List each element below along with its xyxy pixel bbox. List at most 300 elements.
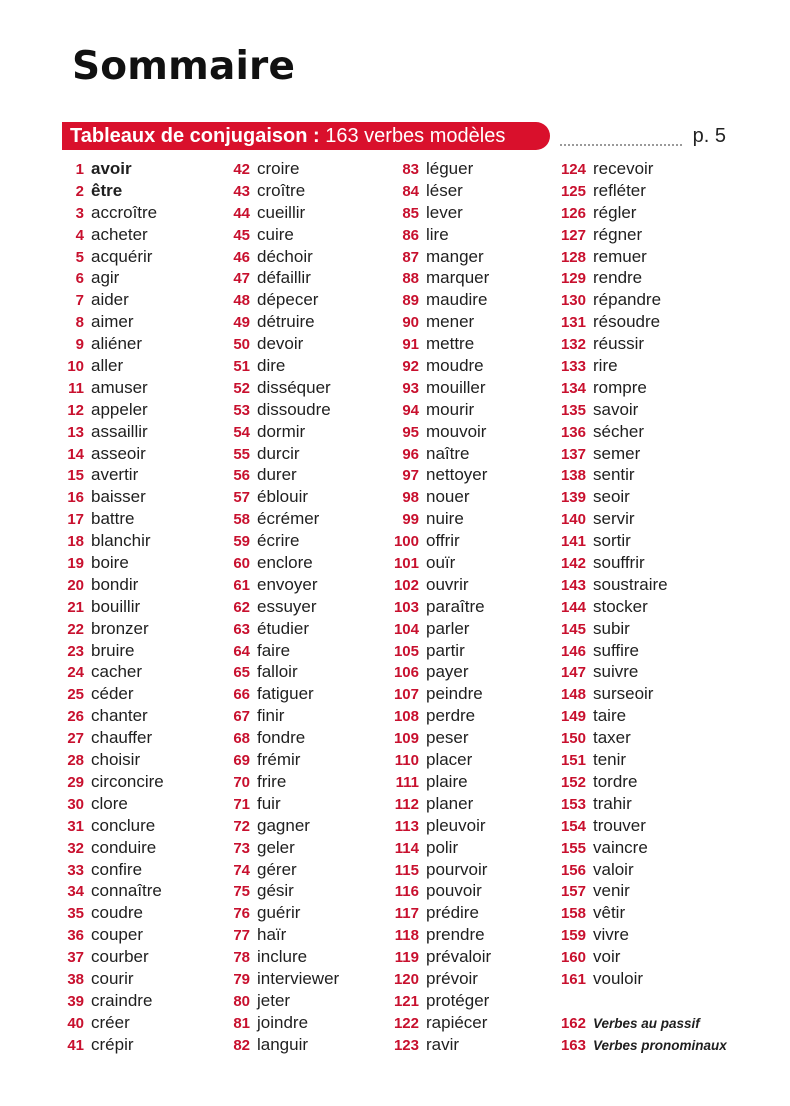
verb-entry[interactable] [385, 815, 553, 837]
section-label-rest: 163 verbes modèles [319, 125, 506, 147]
verb-entry[interactable] [552, 508, 720, 530]
verb-entry[interactable] [218, 180, 386, 202]
verb-entry[interactable] [552, 399, 720, 421]
verb-entry[interactable] [385, 880, 553, 902]
verb-entry[interactable] [385, 618, 553, 640]
verb-entry[interactable] [218, 880, 386, 902]
verb-entry[interactable] [552, 771, 720, 793]
verb-number: 48 [233, 292, 250, 310]
verb-number: 138 [560, 467, 586, 485]
verb-number: 2 [75, 182, 84, 200]
verb-number: 27 [67, 730, 84, 748]
verb-entry[interactable] [218, 443, 386, 465]
verb-number: 5 [75, 248, 84, 266]
verb-name: détruire [257, 312, 315, 332]
verb-entry[interactable] [52, 990, 220, 1012]
verb-number: 53 [233, 401, 250, 419]
verb-number: 133 [560, 358, 586, 376]
verb-name: assaillir [91, 421, 148, 441]
verb-name: nouer [426, 487, 470, 507]
verb-entry[interactable] [385, 202, 553, 224]
verb-name: avoir [91, 159, 132, 178]
verb-name: rapiécer [426, 1012, 488, 1032]
verb-entry[interactable] [52, 705, 220, 727]
verb-entry[interactable] [385, 661, 553, 683]
verb-name: éblouir [257, 487, 309, 507]
verb-entry[interactable] [52, 815, 220, 837]
verb-entry[interactable] [385, 333, 553, 355]
verb-name: courir [91, 968, 134, 988]
verb-name: lire [426, 224, 449, 244]
verb-name: planer [426, 793, 474, 813]
verb-number: 65 [233, 664, 250, 682]
verb-entry[interactable] [52, 859, 220, 881]
verb-entry[interactable] [52, 946, 220, 968]
verb-number: 72 [233, 817, 250, 835]
verb-name: trouver [593, 815, 646, 835]
verb-entry[interactable] [218, 1012, 386, 1034]
verb-number: 150 [560, 730, 586, 748]
verb-name: naître [426, 443, 470, 463]
verb-number: 63 [233, 620, 250, 638]
verb-entry[interactable] [218, 464, 386, 486]
verb-number: 134 [560, 379, 586, 397]
verb-entry[interactable] [385, 640, 553, 662]
verb-name: bruire [91, 640, 135, 660]
verb-number: 106 [393, 664, 419, 682]
verb-number: 82 [233, 1036, 250, 1054]
verb-entry[interactable] [52, 618, 220, 640]
verb-entry[interactable] [385, 158, 553, 180]
verb-number: 131 [560, 314, 586, 332]
verb-number: 39 [67, 992, 84, 1010]
verb-entry[interactable] [385, 902, 553, 924]
verb-entry[interactable] [52, 837, 220, 859]
verb-entry[interactable] [218, 552, 386, 574]
verb-entry[interactable] [52, 596, 220, 618]
verb-entry[interactable] [385, 377, 553, 399]
verb-entry[interactable] [385, 859, 553, 881]
verb-name: répandre [593, 290, 662, 310]
verb-column-1 [52, 158, 220, 1056]
verb-number: 121 [393, 992, 419, 1010]
verb-entry[interactable] [52, 355, 220, 377]
section-header[interactable] [62, 122, 726, 152]
verb-entry[interactable] [218, 968, 386, 990]
verb-name: appeler [91, 399, 148, 419]
verb-number: 20 [67, 576, 84, 594]
verb-entry[interactable] [218, 902, 386, 924]
verb-name: craindre [91, 990, 153, 1010]
verb-entry[interactable] [385, 421, 553, 443]
verb-entry[interactable] [218, 705, 386, 727]
verb-entry[interactable] [52, 311, 220, 333]
verb-name: déchoir [257, 246, 313, 266]
verb-entry[interactable] [218, 574, 386, 596]
verb-entry[interactable] [218, 946, 386, 968]
verb-number: 13 [67, 423, 84, 441]
verb-name: croire [257, 159, 300, 178]
verb-name: ouvrir [426, 574, 469, 594]
verb-number: 97 [402, 467, 419, 485]
verb-name: jeter [257, 990, 291, 1010]
verb-entry[interactable] [552, 924, 720, 946]
verb-name: sortir [593, 531, 631, 551]
verb-entry[interactable] [218, 749, 386, 771]
verb-entry[interactable] [385, 180, 553, 202]
verb-entry[interactable] [52, 399, 220, 421]
verb-entry[interactable] [52, 793, 220, 815]
verb-name: pouvoir [426, 881, 482, 901]
verb-entry[interactable] [52, 749, 220, 771]
verb-entry[interactable] [52, 530, 220, 552]
verb-entry[interactable] [552, 552, 720, 574]
verb-name: recevoir [593, 159, 654, 178]
verb-name: croître [257, 180, 306, 200]
verb-name: subir [593, 618, 630, 638]
verb-name: avertir [91, 465, 139, 485]
verb-entry[interactable] [552, 158, 720, 180]
verb-entry[interactable] [552, 530, 720, 552]
verb-entry[interactable] [385, 968, 553, 990]
verb-name: léser [426, 180, 463, 200]
verb-name: maudire [426, 290, 488, 310]
verb-entry[interactable] [52, 1012, 220, 1034]
verb-entry[interactable] [52, 267, 220, 289]
verb-name: durer [257, 465, 297, 485]
verb-name: interviewer [257, 968, 340, 988]
verb-entry[interactable] [218, 640, 386, 662]
verb-entry[interactable] [52, 202, 220, 224]
verb-number: 87 [402, 248, 419, 266]
verb-entry[interactable] [218, 530, 386, 552]
section-page-number: p. 5 [692, 125, 726, 147]
verb-entry[interactable] [52, 727, 220, 749]
verb-number: 94 [402, 401, 419, 419]
verb-entry[interactable] [218, 267, 386, 289]
verb-name: réussir [593, 334, 645, 354]
verb-number: 66 [233, 686, 250, 704]
verb-entry[interactable] [385, 289, 553, 311]
verb-entry[interactable] [52, 464, 220, 486]
verb-entry[interactable] [552, 267, 720, 289]
verb-entry[interactable] [385, 246, 553, 268]
verb-entry[interactable] [385, 464, 553, 486]
verb-entry[interactable] [552, 311, 720, 333]
verb-entry[interactable] [52, 508, 220, 530]
verb-entry[interactable] [52, 771, 220, 793]
verb-number: 6 [75, 270, 84, 288]
verb-name: trahir [593, 793, 632, 813]
verb-entry[interactable] [552, 618, 720, 640]
verb-entry[interactable] [218, 333, 386, 355]
verb-entry[interactable] [385, 793, 553, 815]
verb-entry[interactable] [385, 727, 553, 749]
verb-entry[interactable] [385, 705, 553, 727]
verb-entry[interactable] [385, 443, 553, 465]
verb-entry[interactable] [218, 355, 386, 377]
verb-number: 151 [560, 752, 586, 770]
verb-entry[interactable] [552, 661, 720, 683]
verb-name: céder [91, 684, 134, 704]
verb-number: 135 [560, 401, 586, 419]
verb-entry[interactable] [552, 837, 720, 859]
section-label-bold: Tableaux de conjugaison : [70, 125, 320, 147]
verb-entry[interactable] [552, 1034, 727, 1056]
verb-name: ouïr [426, 553, 456, 573]
verb-entry[interactable] [218, 311, 386, 333]
verb-entry[interactable] [385, 355, 553, 377]
verb-name: offrir [426, 531, 460, 551]
verb-entry[interactable] [52, 880, 220, 902]
verb-number: 98 [402, 489, 419, 507]
verb-entry[interactable] [552, 333, 720, 355]
verb-entry[interactable] [385, 749, 553, 771]
verb-name: mourir [426, 399, 475, 419]
verb-number: 136 [560, 423, 586, 441]
verb-entry[interactable] [218, 224, 386, 246]
verb-entry[interactable] [552, 968, 720, 990]
verb-entry[interactable] [52, 683, 220, 705]
verb-name: dire [257, 356, 286, 376]
verb-column-3 [385, 158, 553, 1056]
verb-entry[interactable] [385, 771, 553, 793]
verb-entry[interactable] [52, 180, 220, 202]
verb-number: 81 [233, 1014, 250, 1032]
verb-name: circoncire [91, 771, 164, 791]
verb-name: tenir [593, 750, 627, 770]
verb-entry[interactable] [385, 837, 553, 859]
verb-number: 7 [75, 292, 84, 310]
verb-name: partir [426, 640, 465, 660]
verb-entry[interactable] [218, 815, 386, 837]
verb-entry[interactable] [552, 421, 720, 443]
verb-name: connaître [91, 881, 162, 901]
verb-entry[interactable] [552, 574, 720, 596]
verb-entry[interactable] [552, 727, 720, 749]
verb-number: 92 [402, 358, 419, 376]
verb-name: seoir [593, 487, 630, 507]
verb-entry[interactable] [552, 289, 720, 311]
verb-name: nuire [426, 509, 464, 529]
verb-entry[interactable] [552, 683, 720, 705]
verb-name: bronzer [91, 618, 149, 638]
verb-number: 137 [560, 445, 586, 463]
verb-number: 15 [67, 467, 84, 485]
verb-name: gérer [257, 859, 297, 879]
verb-name: taxer [593, 728, 631, 748]
verb-entry[interactable] [385, 267, 553, 289]
verb-name: chanter [91, 706, 148, 726]
verb-entry[interactable] [218, 596, 386, 618]
verb-entry[interactable] [385, 1034, 553, 1056]
verb-entry[interactable] [218, 1034, 386, 1056]
verb-entry[interactable] [218, 924, 386, 946]
verb-number: 12 [67, 401, 84, 419]
verb-entry[interactable] [552, 815, 720, 837]
verb-entry[interactable] [52, 246, 220, 268]
verb-number: 71 [233, 795, 250, 813]
verb-name: envoyer [257, 574, 318, 594]
verb-entry[interactable] [52, 640, 220, 662]
verb-entry[interactable] [218, 158, 386, 180]
verb-entry[interactable] [385, 486, 553, 508]
verb-name: semer [593, 443, 641, 463]
verb-name: chauffer [91, 728, 153, 748]
verb-entry[interactable] [552, 224, 720, 246]
verb-entry[interactable] [52, 552, 220, 574]
verb-number: 75 [233, 883, 250, 901]
verb-entry[interactable] [52, 333, 220, 355]
verb-number: 144 [560, 598, 586, 616]
verb-entry[interactable] [52, 486, 220, 508]
verb-name: bondir [91, 574, 139, 594]
verb-name: durcir [257, 443, 300, 463]
verb-name: acquérir [91, 246, 153, 266]
verb-number: 62 [233, 598, 250, 616]
verb-name: crépir [91, 1034, 134, 1054]
verb-name: asseoir [91, 443, 146, 463]
verb-entry[interactable] [385, 596, 553, 618]
verb-entry[interactable] [52, 902, 220, 924]
verb-entry[interactable] [52, 289, 220, 311]
verb-entry[interactable] [385, 399, 553, 421]
verb-entry[interactable] [52, 421, 220, 443]
verb-name: enclore [257, 553, 313, 573]
verb-entry[interactable] [385, 508, 553, 530]
verb-entry[interactable] [385, 552, 553, 574]
verb-name: gagner [257, 815, 310, 835]
verb-entry[interactable] [52, 661, 220, 683]
verb-name: suivre [593, 662, 639, 682]
verb-number: 149 [560, 708, 586, 726]
verb-number: 68 [233, 730, 250, 748]
verb-entry[interactable] [385, 311, 553, 333]
verb-name: ravir [426, 1034, 460, 1054]
verb-entry[interactable] [552, 596, 720, 618]
verb-entry[interactable] [385, 1012, 553, 1034]
verb-entry[interactable] [52, 443, 220, 465]
verb-entry[interactable] [218, 486, 386, 508]
verb-number: 11 [68, 379, 84, 397]
verb-entry[interactable] [52, 574, 220, 596]
verb-entry[interactable] [552, 793, 720, 815]
verb-number: 120 [393, 970, 419, 988]
verb-entry[interactable] [552, 946, 720, 968]
verb-name: étudier [257, 618, 309, 638]
verb-entry[interactable] [218, 399, 386, 421]
verb-number: 70 [233, 773, 250, 791]
verb-name: parler [426, 618, 470, 638]
verb-entry[interactable] [218, 990, 386, 1012]
verb-entry[interactable] [552, 355, 720, 377]
verb-entry[interactable] [552, 202, 720, 224]
verb-entry[interactable] [385, 990, 553, 1012]
verb-name: gésir [257, 881, 294, 901]
verb-entry[interactable] [218, 793, 386, 815]
verb-entry[interactable] [385, 683, 553, 705]
verb-number: 10 [67, 358, 84, 376]
verb-number: 113 [394, 817, 419, 835]
verb-entry[interactable] [52, 924, 220, 946]
verb-entry[interactable] [218, 727, 386, 749]
leader-dots [560, 128, 682, 146]
verb-entry[interactable] [52, 968, 220, 990]
verb-entry[interactable] [218, 771, 386, 793]
verb-entry[interactable] [218, 289, 386, 311]
verb-name: dormir [257, 421, 306, 441]
verb-entry[interactable] [385, 530, 553, 552]
verb-entry[interactable] [552, 749, 720, 771]
verb-entry[interactable] [552, 902, 720, 924]
verb-name: haïr [257, 925, 287, 945]
verb-number: 142 [560, 555, 586, 573]
verb-name: rompre [593, 377, 647, 397]
verb-entry[interactable] [218, 246, 386, 268]
verb-entry[interactable] [385, 924, 553, 946]
verb-entry[interactable] [552, 464, 720, 486]
verb-entry[interactable] [552, 705, 720, 727]
verb-entry[interactable] [552, 1012, 720, 1034]
verb-entry[interactable] [385, 574, 553, 596]
verb-name: fatiguer [257, 684, 314, 704]
verb-number: 84 [402, 182, 419, 200]
verb-name: choisir [91, 750, 141, 770]
verb-number: 56 [233, 467, 250, 485]
verb-number: 52 [233, 379, 250, 397]
verb-name: protéger [426, 990, 490, 1010]
verb-number: 51 [233, 358, 250, 376]
verb-entry[interactable] [385, 224, 553, 246]
verb-entry[interactable] [218, 683, 386, 705]
verb-entry[interactable] [52, 377, 220, 399]
verb-entry[interactable] [552, 859, 720, 881]
verb-entry[interactable] [552, 377, 720, 399]
verb-name: sécher [593, 421, 645, 441]
verb-entry[interactable] [218, 377, 386, 399]
verb-entry[interactable] [218, 202, 386, 224]
verb-entry[interactable] [218, 618, 386, 640]
verb-entry[interactable] [552, 486, 720, 508]
verb-entry[interactable] [52, 158, 220, 180]
verb-entry[interactable] [218, 421, 386, 443]
verb-name: Verbes au passif [593, 1015, 700, 1031]
verb-entry[interactable] [218, 837, 386, 859]
verb-entry[interactable] [552, 246, 720, 268]
verb-entry[interactable] [552, 880, 720, 902]
verb-entry[interactable] [552, 180, 720, 202]
verb-name: Verbes pronominaux [593, 1037, 727, 1053]
verb-number: 159 [560, 927, 586, 945]
verb-number: 35 [67, 905, 84, 923]
verb-number: 85 [402, 204, 419, 222]
verb-name: falloir [257, 662, 298, 682]
verb-name: plaire [426, 771, 468, 791]
verb-name: dépecer [257, 290, 319, 310]
verb-number: 3 [75, 204, 84, 222]
verb-entry[interactable] [218, 661, 386, 683]
verb-number: 153 [560, 795, 586, 813]
verb-number: 49 [233, 314, 250, 332]
verb-entry[interactable] [52, 1034, 220, 1056]
verb-name: souffrir [593, 553, 645, 573]
verb-entry[interactable] [552, 443, 720, 465]
verb-entry[interactable] [218, 859, 386, 881]
verb-entry[interactable] [218, 508, 386, 530]
verb-entry[interactable] [385, 946, 553, 968]
verb-entry[interactable] [552, 640, 720, 662]
verb-entry[interactable] [52, 224, 220, 246]
